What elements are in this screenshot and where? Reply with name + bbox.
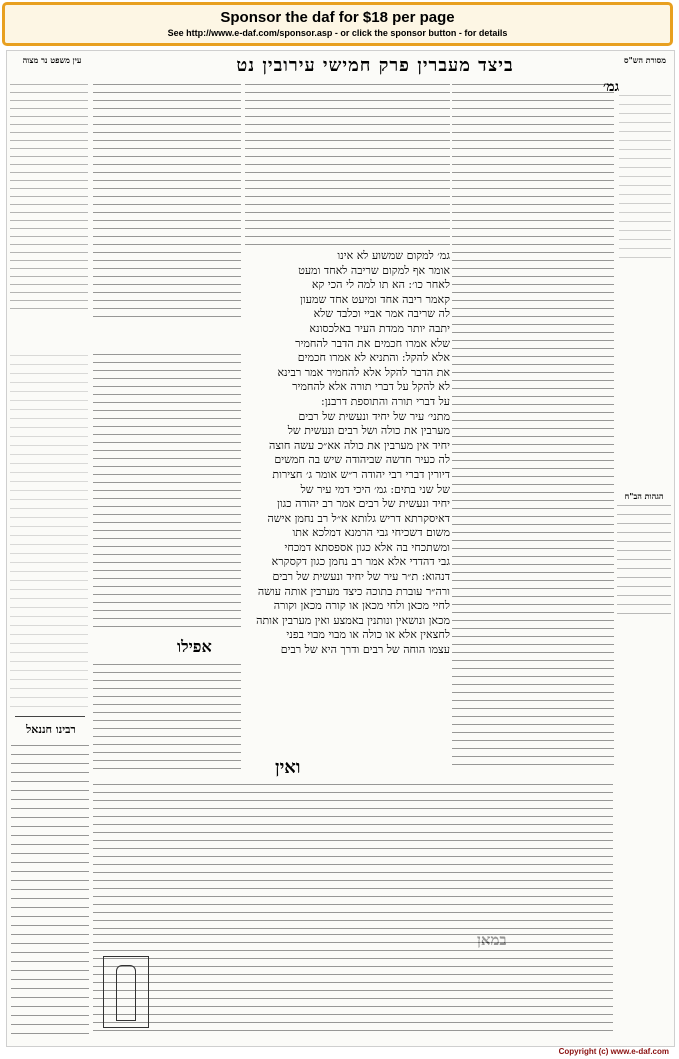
ein-mishpat-text-block: [10, 81, 88, 311]
ein-mishpat-column: [10, 81, 88, 311]
rashi-column: [452, 81, 614, 771]
upper-commentary-strip: [245, 81, 450, 249]
gemara-line: את הדבר להקל אלא להחמיר אמר רבינא: [277, 365, 450, 379]
diagram-gate: [116, 965, 136, 1021]
gemara-line: על דברי תורה והתוספת דרבנן:: [321, 394, 450, 408]
diagram-illustration: [103, 956, 149, 1028]
gemara-line: משום דשכיחי גבי הרמנא דמלכא אתו: [292, 526, 450, 540]
gemara-line: של שני בתים: גמ׳ היכי דמי עיר של: [300, 482, 450, 496]
gemara-line: עצמו הוחה של רבים ודרך היא של רבים: [280, 643, 450, 657]
lower-rashi-block: [93, 781, 613, 931]
gemara-line: לא להקל על דברי תורה אלא להחמיר: [292, 380, 450, 394]
top-gemara-word: גמ׳: [603, 79, 620, 95]
sponsor-subtitle[interactable]: See http://www.e-daf.com/sponsor.asp - or click the sponsor button - for details: [167, 28, 508, 38]
hagahot-box: [617, 491, 671, 631]
veruv-heading: ואין: [275, 757, 301, 778]
gemara-line: דיורין דברי רבי יהודה ר״ש אומר ג׳ חצירות: [272, 467, 450, 481]
gemara-line: מכאן ונושאין ונותנין באמצע ואין מערבין אותה: [256, 613, 450, 627]
gemara-line: דנהוא: ת״ר עיר של יחיד ונעשית של רבים: [272, 570, 450, 584]
gemara-line: אלא להקל: והתניא לא אמרו חכמים: [297, 351, 450, 365]
hagahot-text: [617, 501, 671, 621]
copyright-link[interactable]: Copyright (c) www.e-daf.com: [558, 1047, 669, 1056]
gemara-line: ומשתכחי בה אלא כגון אספסתא דמכחי: [284, 540, 450, 554]
sponsor-title[interactable]: Sponsor the daf for $18 per page: [220, 9, 455, 26]
gemara-line: ורה״ר עוברת בתוכה כיצד מערבין אותה עושה: [257, 584, 450, 598]
gemara-line: שלא אמרו חכמים את הדבר להחמיר: [295, 336, 450, 350]
tosafot-column-lower: [93, 661, 241, 771]
gemara-line: יחיד אין מערבין את כולה אא״כ עשה חוצה: [269, 438, 450, 452]
gemara-line: יתבה יותר ממדת העיר באלכסונא: [309, 321, 450, 335]
ein-mishpat-header: עין משפט נר מצוה: [22, 55, 82, 65]
gemara-line: גבי דהדדי אלא אמר רב נחמן כגון דקסקרא: [271, 555, 450, 569]
hagahot-title: הגהות הב"ח: [624, 491, 664, 501]
gemara-line: לה כעיר חדשה שביהודה שיש בה חמשים: [274, 453, 450, 467]
gemara-line: לאחר כו׳: הא תו למה לי הכי קא: [311, 278, 450, 292]
sponsor-banner[interactable]: [2, 2, 673, 46]
gemara-line: לחצאין אלא או כולה או מבוי מבוי בפני: [286, 628, 450, 642]
gemara-line: יחיד ונעשית של רבים אמר רב יהודה כגון: [277, 497, 450, 511]
tosafot-column-mid: [93, 351, 241, 631]
gemara-line: אומר אף למקום שריבה לאחד ומעט: [298, 263, 450, 277]
gemara-line: גמ׳ למקום שמשוע לא אינו: [337, 249, 450, 262]
left-margin-notes: [10, 351, 88, 711]
gemara-line: לה שריבה אמר אביי וכלבד שלא: [313, 307, 450, 321]
gemara-line: קאמר ריבה אחד ומיעט אחד שמעון: [300, 292, 450, 306]
gemara-line: מתני׳ עיר של יחיד ונעשית של רבים: [298, 409, 450, 423]
gemara-lines: [245, 249, 450, 658]
masoret-hashas-column: [619, 91, 671, 261]
gemara-main-text: [245, 249, 450, 759]
tosafot-column-upper: [93, 81, 241, 321]
talmud-page: [6, 50, 675, 1047]
bottom-tosafot-block: [93, 931, 613, 1036]
masoret-header: מסורת הש"ס: [624, 55, 666, 65]
apilu-heading: אפילו: [177, 637, 212, 656]
page-header: ביצד מעברין פרק חמישי עירובין נט: [236, 55, 514, 76]
gemara-line: לחיי מכאן ולחי מכאן או קורה מכאן וקורה: [273, 599, 450, 613]
rabbeinu-chananel-title: רבינו חננאל: [26, 723, 76, 736]
rabbeinu-rule: [15, 716, 85, 717]
rabbeinu-chananel-text: [11, 741, 89, 1041]
gemara-line: דאיסקרתא דריש גלותא א״ל רב נחמן אישה: [267, 511, 450, 525]
gemara-line: מערבין את כולה ושל רבים ונעשית של: [287, 424, 450, 438]
